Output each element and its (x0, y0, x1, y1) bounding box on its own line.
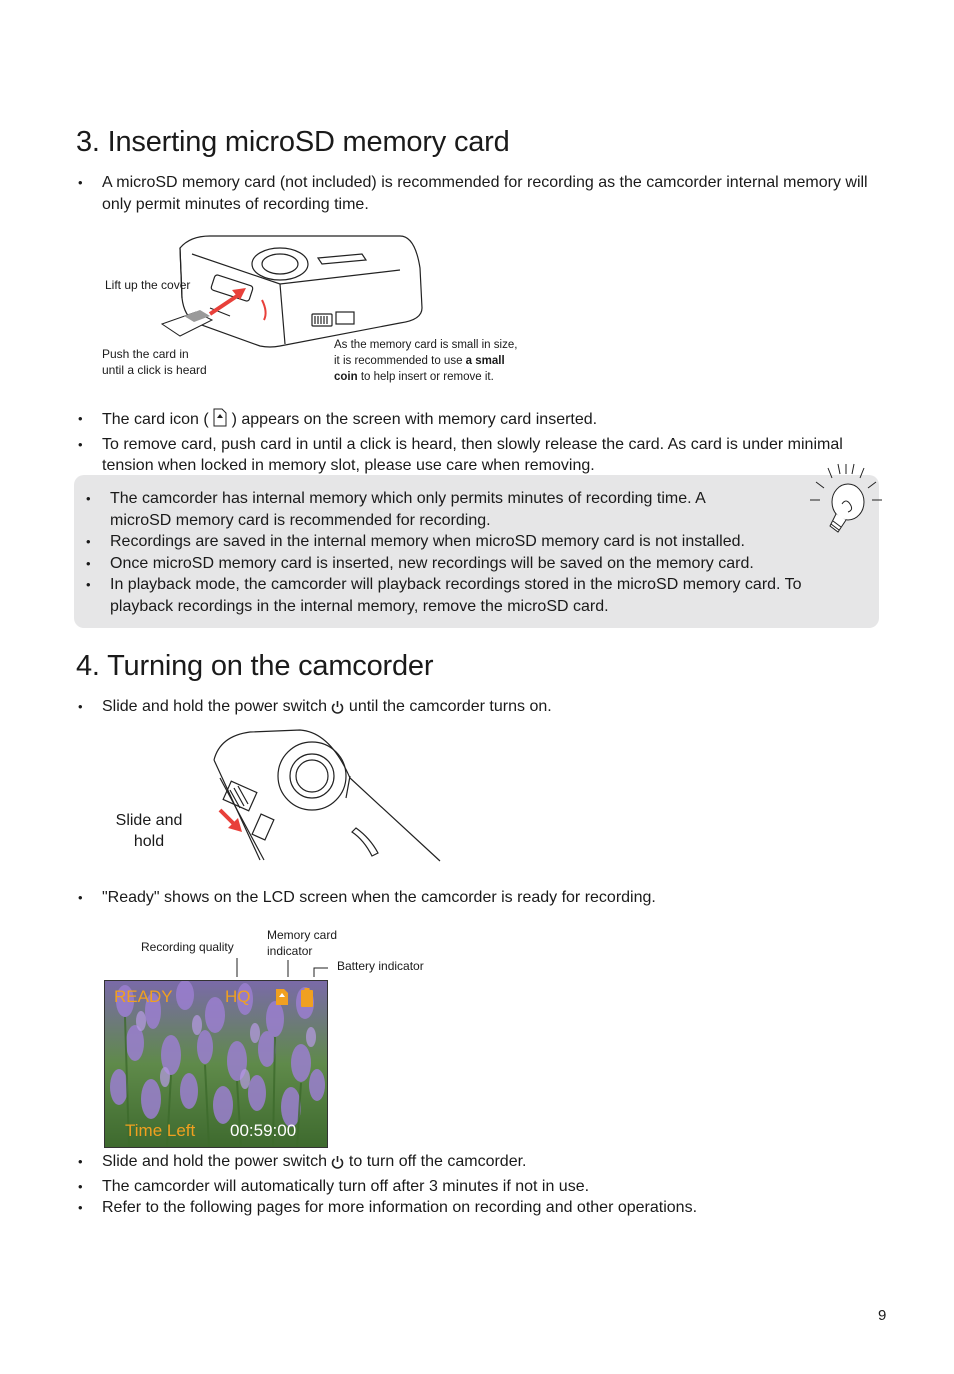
section4-ready-list (76, 887, 876, 909)
section3-card-list (76, 408, 886, 477)
label-push-card: Push the card in until a click is heard (102, 347, 207, 377)
list-item: • Once microSD memory card is inserted, new recordings will be saved on the memory card. (86, 554, 754, 572)
note-list (84, 488, 854, 617)
label-lift-cover: Lift up the cover (105, 278, 191, 292)
label-battery-indicator: Battery indicator (337, 959, 424, 973)
list-item: • A microSD memory card (not included) is recommended for recording as the camcorder internal memory will only permit minutes of recording time. (78, 174, 868, 213)
list-item: • The camcorder has internal memory which only permits minutes of recording time. A microSD memory card is recommended for recording. (86, 490, 705, 529)
lcd-quality-hq: HQ (225, 987, 251, 1006)
list-item: • "Ready" shows on the LCD screen when the camcorder is ready for recording. (78, 889, 656, 906)
lcd-screen (104, 980, 328, 1148)
list-item: • In playback mode, the camcorder will playback recordings stored in the microSD memory card. To playback recordings in the internal memory, remove the microSD card. (86, 576, 802, 615)
insert-arrow-icon (210, 288, 246, 314)
list-item: • The card icon ( ) appears on the screen with memory card inserted. (76, 408, 886, 434)
label-recording-quality: Recording quality (141, 940, 234, 954)
callout-lines (230, 955, 330, 981)
sd-card-icon (213, 408, 227, 434)
list-item: • Slide and hold the power switch to turn off the camcorder. (76, 1151, 886, 1176)
camcorder-front-illustration (200, 728, 450, 863)
lcd-battery-icon (300, 988, 314, 1013)
lcd-status-ready: READY (114, 987, 173, 1006)
lcd-memory-card-icon (275, 988, 289, 1011)
section3-title: 3. Inserting microSD memory card (76, 126, 510, 158)
section4-title: 4. Turning on the camcorder (76, 650, 434, 682)
section3-intro-list (76, 172, 876, 215)
list-item: • Refer to the following pages for more information on recording and other operations. (78, 1199, 698, 1216)
list-item: • To remove card, push card in until a click is heard, then slowly release the card. As card is under minimal tension when locked in memory slot, please use care when removing. (78, 435, 843, 474)
page-number: 9 (878, 1307, 887, 1324)
label-coin-tip: As the memory card is small in size, it is recommended to use a small coin to help insert or remove it. (334, 339, 518, 383)
section4-power-list (76, 696, 876, 721)
power-icon (331, 1154, 344, 1176)
list-item: • The camcorder will automatically turn off after 3 minutes if not in use. (78, 1177, 590, 1195)
label-memory-card-indicator: Memory card indicator (267, 928, 338, 958)
list-item: • Recordings are saved in the internal memory when microSD memory card is not installed. (86, 533, 745, 550)
list-item: • Slide and hold the power switch until the camcorder turns on. (76, 696, 876, 721)
power-icon (331, 699, 344, 721)
lcd-time-left-label: Time Left (125, 1121, 196, 1140)
section4-off-list (76, 1151, 886, 1219)
power-switch-figure (200, 728, 450, 863)
lcd-time-left-value: 00:59:00 (230, 1121, 297, 1140)
label-slide-hold: Slide and hold (115, 812, 183, 850)
lightbulb-icon (806, 460, 886, 545)
lift-arrow-icon (262, 300, 266, 320)
